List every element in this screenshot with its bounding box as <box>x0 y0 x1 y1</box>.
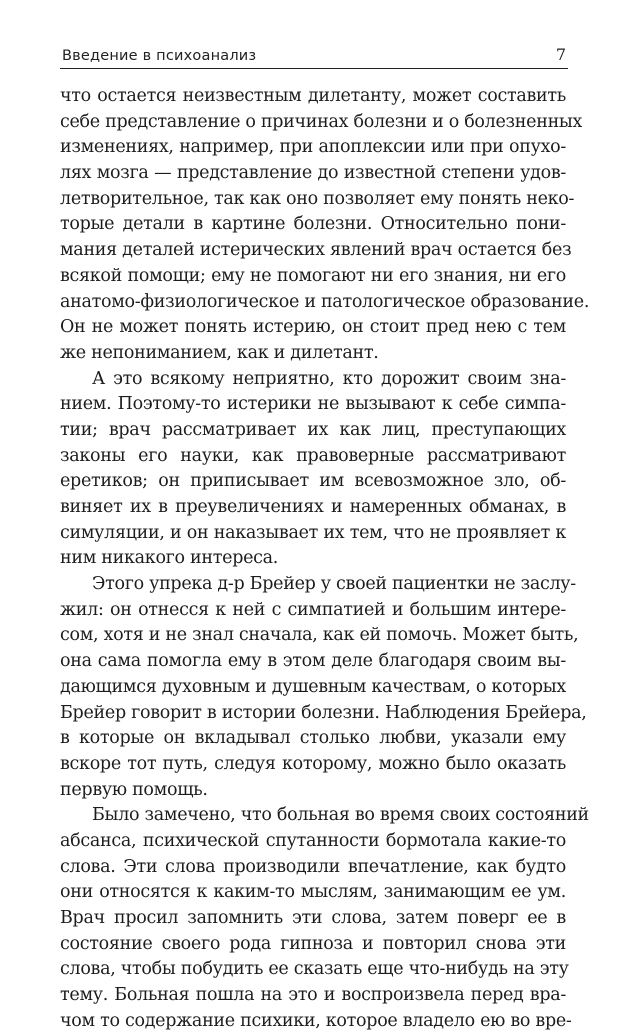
text-line: первую помощь. <box>60 779 208 800</box>
text-line: жил: он отнесся к ней с симпатией и большим интере- <box>60 599 566 620</box>
text-line: симуляции, и он наказывает их тем, что не проявляет к <box>60 522 566 543</box>
text-line: мания деталей истерических явлений врач остается без <box>60 240 572 261</box>
text-line: в которые он вкладывал столько любви, указали ему <box>60 728 566 749</box>
running-header <box>60 44 568 69</box>
text-line: слова. Эти слова производили впечатление, как будто <box>60 856 566 877</box>
text-line: Он не может понять истерию, он стоит пред нею с тем <box>60 317 566 338</box>
text-line: анатомо-физиологическое и патологическое образование. <box>60 291 590 312</box>
text-line: летворительное, так как оно позволяет ему понять неко- <box>60 188 575 209</box>
text-line: тии; врач рассматривает их как лиц, преступающих <box>60 419 566 440</box>
text-line: всякой помощи; ему не помогают ни его знания, ни его <box>60 265 566 286</box>
text-line: себе представление о причинах болезни и о болезненных <box>60 111 583 132</box>
text-line: сом, хотя и не знал сначала, как ей помочь. Может быть, <box>60 625 579 646</box>
text-line: вскоре тот путь, следуя которому, можно было оказать <box>60 753 566 774</box>
paragraph-first-line: А это всякому неприятно, кто дорожит своим зна- <box>92 368 566 389</box>
text-line: же непониманием, как и дилетант. <box>60 342 379 363</box>
running-title: Введение в психоанализ <box>62 48 257 64</box>
text-line: дающимся духовным и душевным качествам, о которых <box>60 676 566 697</box>
paragraph-first-line: Было замечено, что больная во время своих состояний <box>92 805 589 826</box>
text-line: еретиков; он приписывает им всевозможное зло, об- <box>60 471 566 492</box>
text-line: слова, чтобы побудить ее сказать еще что-нибудь на эту <box>60 959 569 980</box>
body-text <box>60 84 590 1034</box>
text-line: она сама помогла ему в этом деле благодаря своим вы- <box>60 651 566 672</box>
paragraph-first-line: Этого упрека д-р Брейер у своей пациентки не заслу- <box>92 574 576 595</box>
text-line: абсанса, психической спутанности бормотала какие-то <box>60 830 566 851</box>
text-line: изменениях, например, при апоплексии или при опухо- <box>60 137 566 158</box>
text-line: виняет их в преувеличениях и намеренных обманах, в <box>60 497 566 517</box>
text-line: законы его науки, как правоверные рассматривают <box>60 445 566 466</box>
text-line: тему. Больная пошла на это и воспроизвела перед вра- <box>60 985 566 1006</box>
text-line: чом то содержание психики, которое владело ею во вре- <box>60 1010 572 1031</box>
text-line: Врач просил запомнить эти слова, затем поверг ее в <box>60 908 566 928</box>
text-line: Брейер говорит в истории болезни. Наблюдения Брейера, <box>60 702 587 723</box>
text-line: лях мозга — представление до известной степени удов- <box>60 163 566 184</box>
text-line: нием. Поэтому-то истерики не вызывают к себе симпа- <box>60 394 566 415</box>
page-number: 7 <box>555 45 566 64</box>
text-line: они относятся к каким-то мыслям, занимающим ее ум. <box>60 882 566 903</box>
text-line: состояние своего рода гипноза и повторил снова эти <box>60 933 566 954</box>
text-line: что остается неизвестным дилетанту, может составить <box>60 86 566 106</box>
text-line: ним никакого интереса. <box>60 548 279 569</box>
text-line: торые детали в картине болезни. Относительно пони- <box>60 214 566 235</box>
